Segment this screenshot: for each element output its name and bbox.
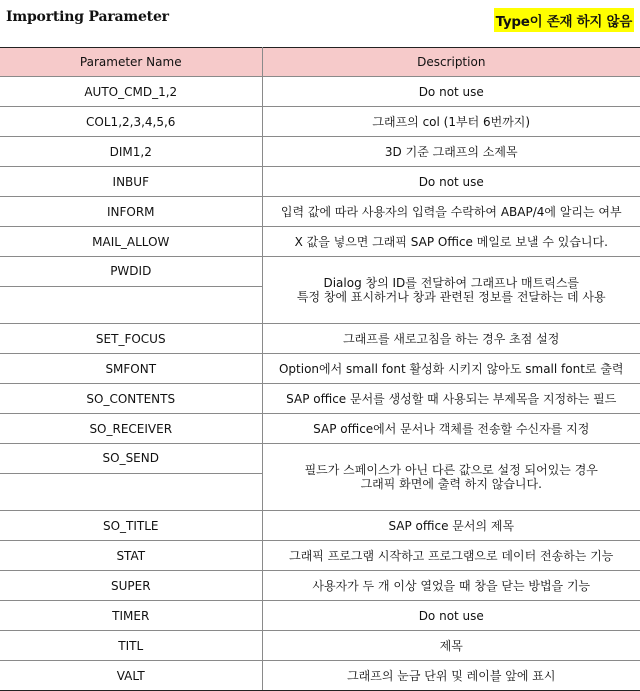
parameter-name-cell: TIMER (0, 601, 262, 631)
parameter-name-cell: SMFONT (0, 354, 262, 384)
parameter-name: SO_SEND (102, 451, 159, 465)
table-row (0, 571, 640, 601)
description-cell (262, 197, 640, 227)
parameter-name-cell: COL1,2,3,4,5,6 (0, 107, 262, 137)
column-header-name: Parameter Name (0, 48, 262, 77)
description-cell (262, 601, 640, 631)
parameter-name-cell: INFORM (0, 197, 262, 227)
parameter-name-cell (0, 444, 262, 511)
page-title: Importing Parameter (6, 9, 169, 25)
table-row (0, 167, 640, 197)
type-note-badge: Type이 존재 하지 않음 (494, 8, 634, 32)
table-row (0, 661, 640, 691)
description-line: Do not use (418, 84, 484, 99)
description-line: X 값을 넣으면 그래픽 SAP Office 메일로 보낼 수 있습니다. (294, 234, 608, 249)
description-cell (262, 324, 640, 354)
column-header-description: Description (262, 48, 640, 77)
row-divider (0, 286, 262, 287)
description-line: 그래픽 프로그램 시작하고 프로그램으로 데이터 전송하는 기능 (289, 548, 614, 563)
table-row (0, 414, 640, 444)
description-cell (262, 257, 640, 324)
parameter-name-cell: MAIL_ALLOW (0, 227, 262, 257)
description-line: 제목 (439, 638, 463, 653)
description-cell (262, 227, 640, 257)
description-line: 그래픽 화면에 출력 하지 않습니다. (360, 477, 542, 491)
parameter-name-cell (0, 257, 262, 324)
table-row (0, 137, 640, 167)
description-cell (262, 137, 640, 167)
description-line: 그래프의 col (1부터 6번까지) (372, 114, 531, 129)
description-line: 특정 창에 표시하거나 창과 관련된 정보를 전달하는 데 사용 (296, 290, 606, 304)
description-line: SAP office에서 문서나 객체를 전송할 수신자를 지정 (313, 421, 590, 436)
parameter-name-cell: DIM1,2 (0, 137, 262, 167)
description-cell (262, 661, 640, 691)
description-line: 3D 기준 그래프의 소제목 (384, 144, 518, 159)
description-line: 사용자가 두 개 이상 열었을 때 창을 닫는 방법을 기능 (312, 578, 591, 593)
description-cell (262, 511, 640, 541)
parameter-name-cell: SET_FOCUS (0, 324, 262, 354)
table-row (0, 107, 640, 137)
table-row (0, 354, 640, 384)
table-row (0, 511, 640, 541)
parameter-name-cell: SO_CONTENTS (0, 384, 262, 414)
description-cell (262, 414, 640, 444)
description-cell (262, 631, 640, 661)
description-line: 그래프를 새로고침을 하는 경우 초점 설정 (343, 331, 560, 346)
row-divider (0, 473, 262, 474)
parameter-table (0, 47, 640, 691)
description-line: Option에서 small font 활성화 시키지 않아도 small font로 출력 (278, 361, 624, 376)
table-row (0, 384, 640, 414)
table-row (0, 197, 640, 227)
description-line: SAP office 문서의 제목 (388, 518, 515, 533)
description-line: SAP office 문서를 생성할 때 사용되는 부제목을 지정하는 필드 (286, 391, 617, 406)
parameter-name-cell: AUTO_CMD_1,2 (0, 77, 262, 107)
description-line: 입력 값에 따라 사용자의 입력을 수락하여 ABAP/4에 알리는 여부 (280, 204, 622, 219)
parameter-name-cell: SO_RECEIVER (0, 414, 262, 444)
parameter-name-cell: STAT (0, 541, 262, 571)
description-line: 그래프의 눈금 단위 및 레이블 앞에 표시 (347, 668, 556, 683)
description-cell (262, 444, 640, 511)
description-cell (262, 541, 640, 571)
table-row (0, 227, 640, 257)
table-row (0, 601, 640, 631)
description-cell (262, 77, 640, 107)
parameter-name-cell: SO_TITLE (0, 511, 262, 541)
description-line: Dialog 창의 ID를 전달하여 그래프나 매트릭스를 (323, 276, 580, 290)
table-row (0, 324, 640, 354)
table-row (0, 257, 640, 324)
description-cell (262, 354, 640, 384)
description-line: Do not use (418, 174, 484, 189)
parameter-name: PWDID (110, 264, 152, 278)
table-row (0, 77, 640, 107)
parameter-name-cell: TITL (0, 631, 262, 661)
table-row (0, 631, 640, 661)
parameter-name-cell: INBUF (0, 167, 262, 197)
description-cell (262, 384, 640, 414)
parameter-name-cell: VALT (0, 661, 262, 691)
description-cell (262, 571, 640, 601)
description-cell (262, 167, 640, 197)
table-row (0, 541, 640, 571)
description-cell (262, 107, 640, 137)
table-header-row (0, 48, 640, 77)
parameter-name-cell: SUPER (0, 571, 262, 601)
table-row (0, 444, 640, 511)
description-line: Do not use (418, 608, 484, 623)
description-line: 필드가 스페이스가 아닌 다른 값으로 설정 되어있는 경우 (304, 463, 598, 477)
